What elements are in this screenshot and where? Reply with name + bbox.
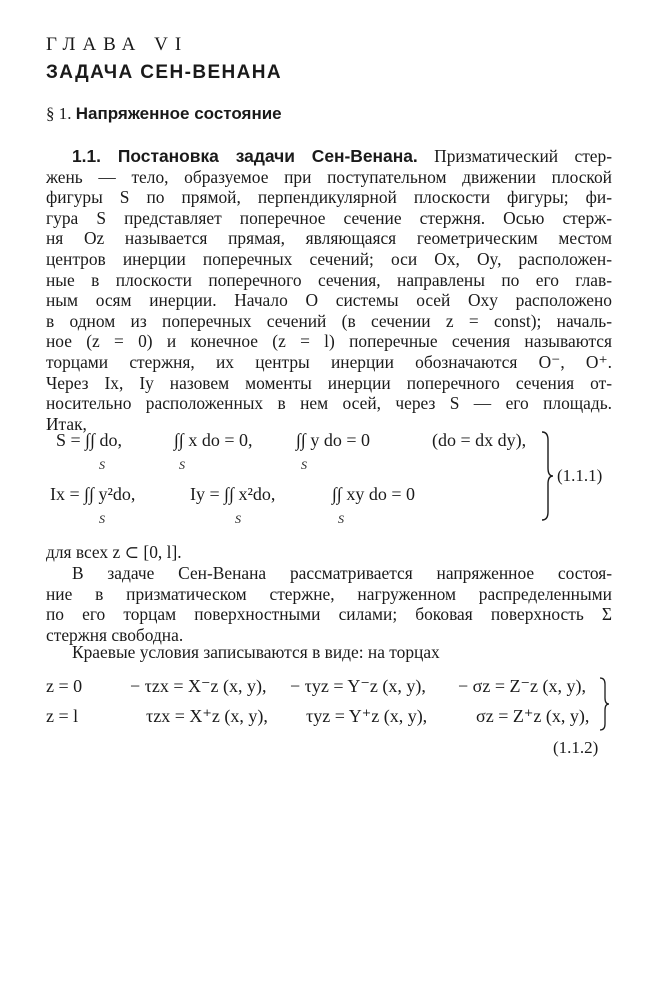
right-brace-icon xyxy=(540,430,554,522)
text-line: по его торцам поверхностными силами; боковая поверхность Σ xyxy=(46,604,612,625)
eq1-row1-term3: ∫∫ y do = 0 xyxy=(296,430,371,450)
right-brace-icon xyxy=(598,676,610,732)
eq2-row1-cond: z = 0 xyxy=(46,676,83,696)
paragraph-1 xyxy=(46,146,612,434)
text-line: гура S представляет поперечное сечение стержня. Осью стерж- xyxy=(46,207,612,228)
eq1-row2-term3: ∫∫ xy do = 0 xyxy=(332,484,416,504)
text-line: ние в призматическом стержне, нагруженном распределенными xyxy=(46,583,612,604)
eq1-int-sub: S xyxy=(338,512,344,526)
text-line: ные в плоскости поперечного сечения, направлены по его глав- xyxy=(46,269,612,290)
text-line: жень — тело, образуемое при поступательном движении плоской xyxy=(46,166,612,187)
eq1-row2-term2: Iy = ∫∫ x²do, xyxy=(190,484,276,504)
eq2-row2-tyz: τyz = Y⁺z (x, y), xyxy=(306,706,428,726)
section-title: Напряженное состояние xyxy=(75,104,282,123)
eq2-row1-tyz: − τyz = Y⁻z (x, y), xyxy=(290,676,426,696)
chapter-title: ЗАДАЧА СЕН-ВЕНАНА xyxy=(46,62,283,83)
eq1-int-sub: S xyxy=(99,458,105,472)
eq1-row2-term1: Ix = ∫∫ y²do, xyxy=(50,484,136,504)
eq1-int-sub: S xyxy=(179,458,185,472)
text-line: В задаче Сен-Венана рассматривается напряженное состоя- xyxy=(72,563,612,583)
chapter-label: ГЛАВА VI xyxy=(46,34,189,55)
eq2-row2-tzx: τzx = X⁺z (x, y), xyxy=(146,706,268,726)
eq1-int-sub: S xyxy=(235,512,241,526)
paragraph-2 xyxy=(46,563,612,645)
text-line: в одном из поперечных сечений (в сечении z = const); началь- xyxy=(46,310,612,331)
eq2-row2-sz: σz = Z⁺z (x, y), xyxy=(476,706,590,726)
text-line: ное (z = 0) и конечное (z = l) поперечные сечения называются xyxy=(46,331,612,352)
eq1-int-sub: S xyxy=(301,458,307,472)
text-line: носительно расположенных в нем осей, через S — его площадь. xyxy=(46,393,612,414)
text-line: для всех z ⊂ [0, l]. xyxy=(46,542,182,562)
section-heading xyxy=(46,104,282,124)
paragraph-3 xyxy=(46,642,612,663)
text-line: 1.1. Постановка задачи Сен-Венана. Призматический стер- xyxy=(72,146,613,166)
text-line: центров инерции поперечных сечений; оси Ox, Oy, расположен- xyxy=(46,248,612,269)
after-eq1 xyxy=(46,542,612,563)
eq1-int-sub: S xyxy=(99,512,105,526)
eq1-row1-term4: (do = dx dy), xyxy=(432,430,527,450)
text-line: Через Ix, Iy назовем моменты инерции поперечного сечения от- xyxy=(46,372,612,393)
subsection-lead: 1.1. Постановка задачи Сен-Венана. xyxy=(72,146,418,166)
section-mark: § 1. xyxy=(46,104,72,123)
text-line: стержня свободна. xyxy=(46,624,184,645)
text-line: ным осям инерции. Начало O системы осей Oxy расположено xyxy=(46,290,612,311)
eq1-row1-term2: ∫∫ x do = 0, xyxy=(174,430,253,450)
eq2-row2-cond: z = l xyxy=(46,706,79,726)
text-line: ня Oz называется прямая, являющаяся геометрическим местом xyxy=(46,228,612,249)
eq2-row1-sz: − σz = Z⁻z (x, y), xyxy=(458,676,586,696)
text-line: Итак, xyxy=(46,413,87,434)
eq2-number: (1.1.2) xyxy=(553,738,599,757)
text-line: торцами стержня, их центры инерции обозначаются O⁻, O⁺. xyxy=(46,351,612,372)
eq1-row1-term1: S = ∫∫ do, xyxy=(56,430,123,450)
eq1-number: (1.1.1) xyxy=(557,466,603,485)
eq2-row1-tzx: − τzx = X⁻z (x, y), xyxy=(130,676,267,696)
text-line: фигуры S по прямой, перпендикулярной плоскости фигуры; фи- xyxy=(46,187,612,208)
text-line: Краевые условия записываются в виде: на торцах xyxy=(72,642,440,662)
